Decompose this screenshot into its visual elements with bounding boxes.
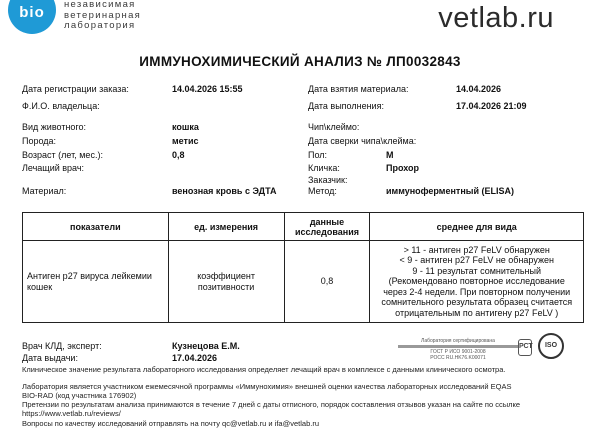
- cell-reference: [370, 241, 584, 323]
- info-label-breed: Порода:: [22, 136, 57, 146]
- reference-line-3: 9 - 11 результат сомнительный: [412, 265, 542, 276]
- cell-indicator: Антиген p27 вируса лейкемии кошек: [23, 241, 169, 323]
- info-value-registration-date: 14.04.2026 15:55: [172, 84, 243, 94]
- pct-mark-icon: РСТ: [518, 339, 532, 356]
- info-label-owner: Ф.И.О. владельца:: [22, 101, 100, 111]
- info-label-chip-check-date: Дата сверки чипа\клейма:: [308, 136, 417, 146]
- footer-note-4: Претензии по результатам анализа принимаются в течение 7 дней с даты отписного, порядок составления отзывов указан на сайте по ссылке: [22, 400, 521, 409]
- cert-line-3: РОСС RU.HK76.K00071: [430, 355, 486, 361]
- info-value-material: венозная кровь с ЭДТА: [172, 186, 277, 196]
- bio-logo: [8, 0, 56, 34]
- info-label-registration-date: Дата регистрации заказа:: [22, 84, 129, 94]
- tagline-line-3: лаборатория: [64, 20, 136, 31]
- header-reference: среднее для вида: [370, 213, 584, 241]
- header-unit: ед. измерения: [168, 213, 284, 241]
- footer-note-2: Лаборатория является участником ежемесячной программы «Иммунохимия» внешней оценки качества лабораторных исследований EQAS: [22, 382, 512, 391]
- info-value-sex: М: [386, 150, 394, 160]
- info-label-doctor: Лечащий врач:: [22, 163, 85, 173]
- reference-line-4: (Рекомендовано повторное исследование: [388, 276, 565, 287]
- table-row: [23, 241, 584, 323]
- tagline: [64, 0, 141, 32]
- issue-date-label: Дата выдачи:: [22, 353, 78, 363]
- info-label-chip: Чип\клеймо:: [308, 122, 360, 132]
- info-label-sex: Пол:: [308, 150, 328, 160]
- certification-block: [398, 338, 518, 361]
- cert-line-2: ГОСТ Р ИСО 9001-2008: [430, 349, 486, 355]
- reference-line-1: > 11 - антиген p27 FeLV обнаружен: [403, 244, 550, 255]
- reference-line-6: сомнительного результата образец считается: [381, 297, 573, 308]
- header-indicator: показатели: [23, 213, 169, 241]
- info-value-breed: метис: [172, 136, 199, 146]
- header: [0, 0, 600, 40]
- iso-seal-icon: ISO: [538, 333, 564, 359]
- info-label-sampling-date: Дата взятия материала:: [308, 84, 409, 94]
- cert-line-1: Лаборатория сертифицирована: [421, 338, 495, 344]
- tagline-line-1: независимая: [64, 0, 136, 10]
- info-value-species: кошка: [172, 122, 199, 132]
- results-table: [22, 212, 584, 323]
- info-value-completion-date: 17.04.2026 21:09: [456, 101, 527, 111]
- table-header-row: [23, 213, 584, 241]
- cell-value: 0,8: [284, 241, 370, 323]
- footer-note-3: BIO-RAD (код участника 176902): [22, 391, 137, 400]
- doctor-label: Врач КЛД, эксперт:: [22, 341, 102, 351]
- reference-line-5: через 2-4 недели. При повторном получении: [383, 286, 571, 297]
- reference-line-2: < 9 - антиген p27 FeLV не обнаружен: [399, 255, 554, 266]
- cert-divider: [398, 345, 518, 348]
- site-name: vetlab.ru: [438, 2, 554, 34]
- info-label-material: Материал:: [22, 186, 67, 196]
- info-label-method: Метод:: [308, 186, 337, 196]
- doctor-name: Кузнецова Е.М.: [172, 341, 240, 351]
- info-label-age: Возраст (лет, мес.):: [22, 150, 103, 160]
- footer-note-6: Вопросы по качеству исследований отправлять на почту qc@vetlab.ru и ifa@vetlab.ru: [22, 419, 319, 428]
- info-label-completion-date: Дата выполнения:: [308, 101, 384, 111]
- info-label-name: Кличка:: [308, 163, 340, 173]
- reference-line-7: отрицательным по антигену p27 FeLV ): [395, 307, 559, 318]
- info-label-customer: Заказчик:: [308, 175, 348, 185]
- info-value-method: иммуноферментный (ELISA): [386, 186, 514, 196]
- issue-date-value: 17.04.2026: [172, 353, 218, 363]
- footer-reviews-link[interactable]: https://www.vetlab.ru/reviews/: [22, 409, 121, 418]
- header-value: данные исследования: [284, 213, 370, 241]
- info-value-sampling-date: 14.04.2026: [456, 84, 502, 94]
- logo-text: bio: [19, 4, 45, 21]
- footer-note-1: Клиническое значение результата лабораторного исследования определяет лечащий врач в комплексе с данными клинического осмотра.: [22, 365, 506, 374]
- info-label-species: Вид животного:: [22, 122, 87, 132]
- document-title: ИММУНОХИМИЧЕСКИЙ АНАЛИЗ № ЛП0032843: [139, 54, 461, 69]
- tagline-line-2: ветеринарная: [64, 9, 142, 21]
- info-value-name: Прохор: [386, 163, 420, 173]
- info-value-age: 0,8: [172, 150, 185, 160]
- cell-unit: коэффициент позитивности: [168, 241, 284, 323]
